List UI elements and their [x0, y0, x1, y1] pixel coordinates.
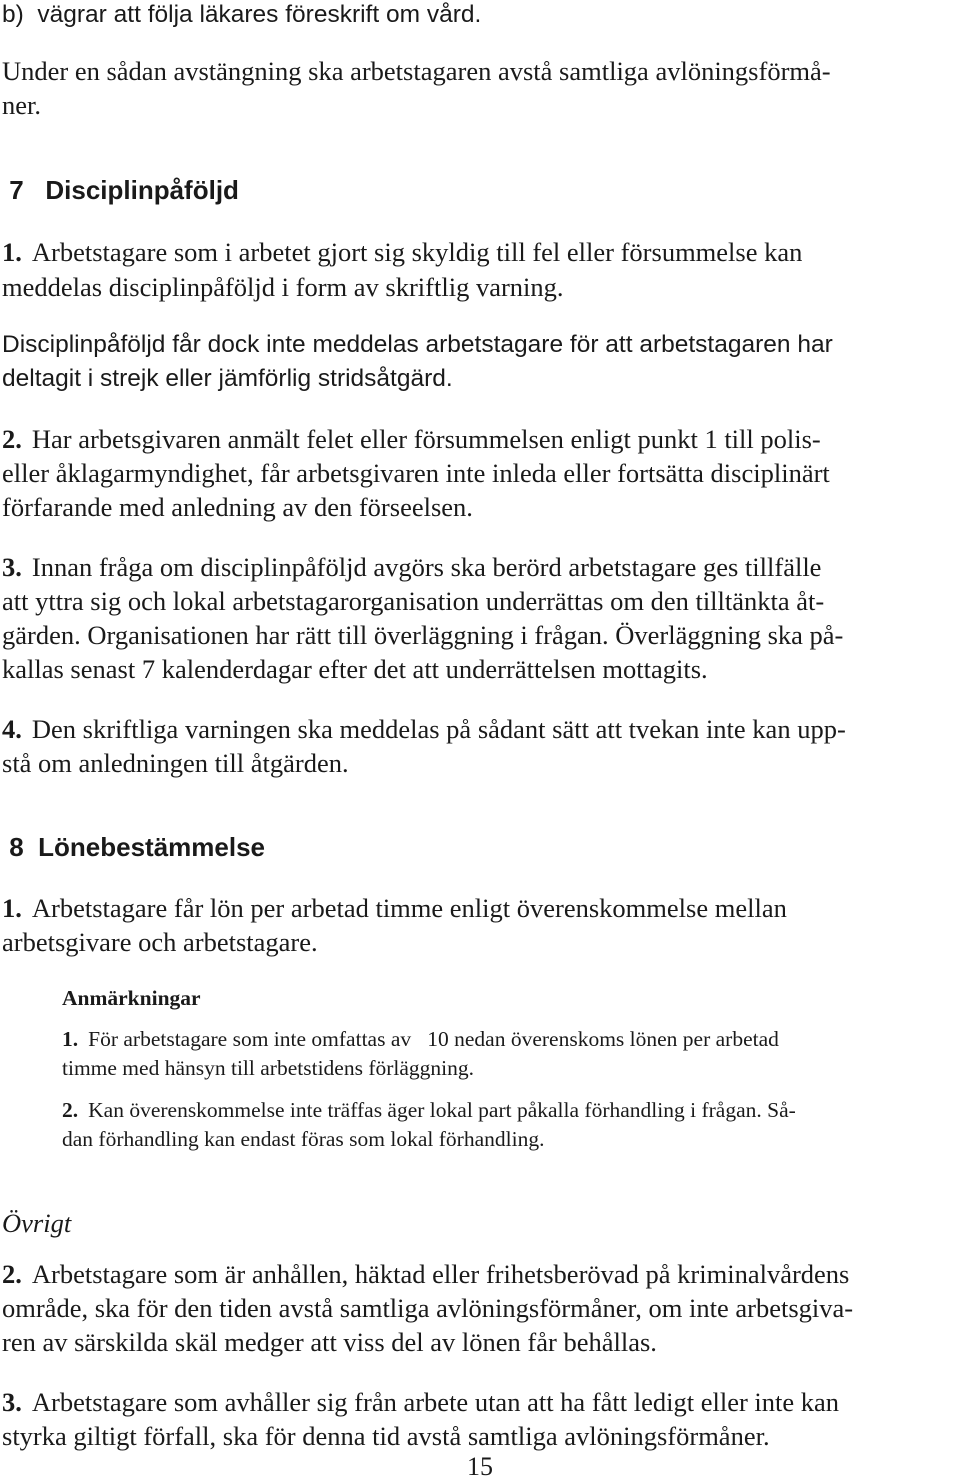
s7-p2-number: 2. [2, 424, 22, 454]
item-b-line: b) vägrar att följa läkares föreskrift om vård. [2, 1, 482, 28]
ovrigt-p3-line-1 [2, 1387, 839, 1417]
section-8-heading: 8 Lönebestämmelse [2, 832, 265, 862]
s7-p3-line-4: kallas senast 7 kalenderdagar efter det att underrättelsen mottagits. [2, 654, 708, 684]
s7-p4-text-1: Den skriftliga varningen ska meddelas på sådant sätt att tvekan inte kan upp- [31, 714, 846, 744]
s7-p1-line-2: meddelas disciplinpåföljd i form av skriftlig varning. [2, 272, 564, 302]
notes-heading: Anmärkningar [62, 986, 201, 1010]
ovrigt-p2-number: 2. [2, 1259, 22, 1289]
s8-p1-line-1 [2, 893, 787, 923]
page-number: 15 [467, 1452, 493, 1481]
ovrigt-p3-line-2: styrka giltigt förfall, ska för denna tid avstå samtliga avlöningsförmåner. [2, 1421, 770, 1451]
s7-p3-number: 3. [2, 552, 22, 582]
note-1-number: 1. [62, 1027, 79, 1051]
ovrigt-p2-text-1: Arbetstagare som är anhållen, häktad eller frihetsberövad på kriminalvårdens [31, 1259, 850, 1289]
note-2-line-2: dan förhandling kan endast föras som lokal förhandling. [62, 1127, 545, 1151]
s7-p4-line-2: stå om anledningen till åtgärden. [2, 748, 349, 778]
suspension-line-1: Under en sådan avstängning ska arbetstagaren avstå samtliga avlöningsförmå- [2, 56, 831, 86]
note-2-text-1: Kan överenskommelse inte träffas äger lokal part påkalla förhandling i frågan. Så- [88, 1098, 796, 1122]
ovrigt-heading: Övrigt [2, 1208, 72, 1238]
note-1-line-2: timme med hänsyn till arbetstidens förläggning. [62, 1056, 475, 1080]
s7-p3-line-3: gärden. Organisationen har rätt till överläggning i frågan. Överläggning ska på- [2, 620, 844, 650]
ovrigt-p2-line-1 [2, 1259, 849, 1289]
s7-p1b-line-1: Disciplinpåföljd får dock inte meddelas arbetstagare för att arbetstagaren har [2, 331, 833, 358]
s8-p1-line-2: arbetsgivare och arbetstagare. [2, 927, 318, 957]
s7-p2-line-3: förfarande med anledning av den förseelsen. [2, 492, 473, 522]
ovrigt-p3-text-1: Arbetstagare som avhåller sig från arbete utan att ha fått ledigt eller inte kan [31, 1387, 840, 1417]
note-2-number: 2. [62, 1098, 79, 1122]
ovrigt-p3-number: 3. [2, 1387, 22, 1417]
note-2-line-1 [62, 1097, 796, 1123]
s7-p1-line-1 [2, 237, 802, 267]
note-1-line-1 [62, 1026, 779, 1052]
s7-p2-text-1: Har arbetsgivaren anmält felet eller försummelsen enligt punkt 1 till polis- [31, 424, 821, 454]
s7-p1-text-1: Arbetstagare som i arbetet gjort sig skyldig till fel eller försummelse kan [31, 237, 803, 267]
ovrigt-p2-line-2: område, ska för den tiden avstå samtliga avlöningsförmåner, om inte arbetsgiva- [2, 1293, 854, 1323]
note-1-text-1: För arbetstagare som inte omfattas av 10 nedan överenskoms lönen per arbetad [88, 1027, 779, 1051]
s7-p1b-line-2: deltagit i strejk eller jämförlig stridsåtgärd. [2, 365, 453, 392]
suspension-line-2: ner. [2, 90, 41, 120]
s7-p2-line-2: eller åklagarmyndighet, får arbetsgivaren inte inleda eller fortsätta disciplinärt [2, 458, 830, 488]
s7-p3-line-1 [2, 552, 821, 582]
s8-p1-number: 1. [2, 893, 22, 923]
s7-p4-line-1 [2, 714, 846, 744]
s7-p4-number: 4. [2, 714, 22, 744]
section-7-heading: 7 Disciplinpåföljd [2, 175, 239, 205]
s7-p3-line-2: att yttra sig och lokal arbetstagarorganisation underrättas om den tilltänkta åt- [2, 586, 825, 616]
s7-p1-number: 1. [2, 237, 22, 267]
s7-p3-text-1: Innan fråga om disciplinpåföljd avgörs ska berörd arbetstagare ges tillfälle [31, 552, 822, 582]
s7-p2-line-1 [2, 424, 821, 454]
s8-p1-text-1: Arbetstagare får lön per arbetad timme enligt överenskommelse mellan [31, 893, 787, 923]
ovrigt-p2-line-3: ren av särskilda skäl medger att viss del av lönen får behållas. [2, 1327, 657, 1357]
